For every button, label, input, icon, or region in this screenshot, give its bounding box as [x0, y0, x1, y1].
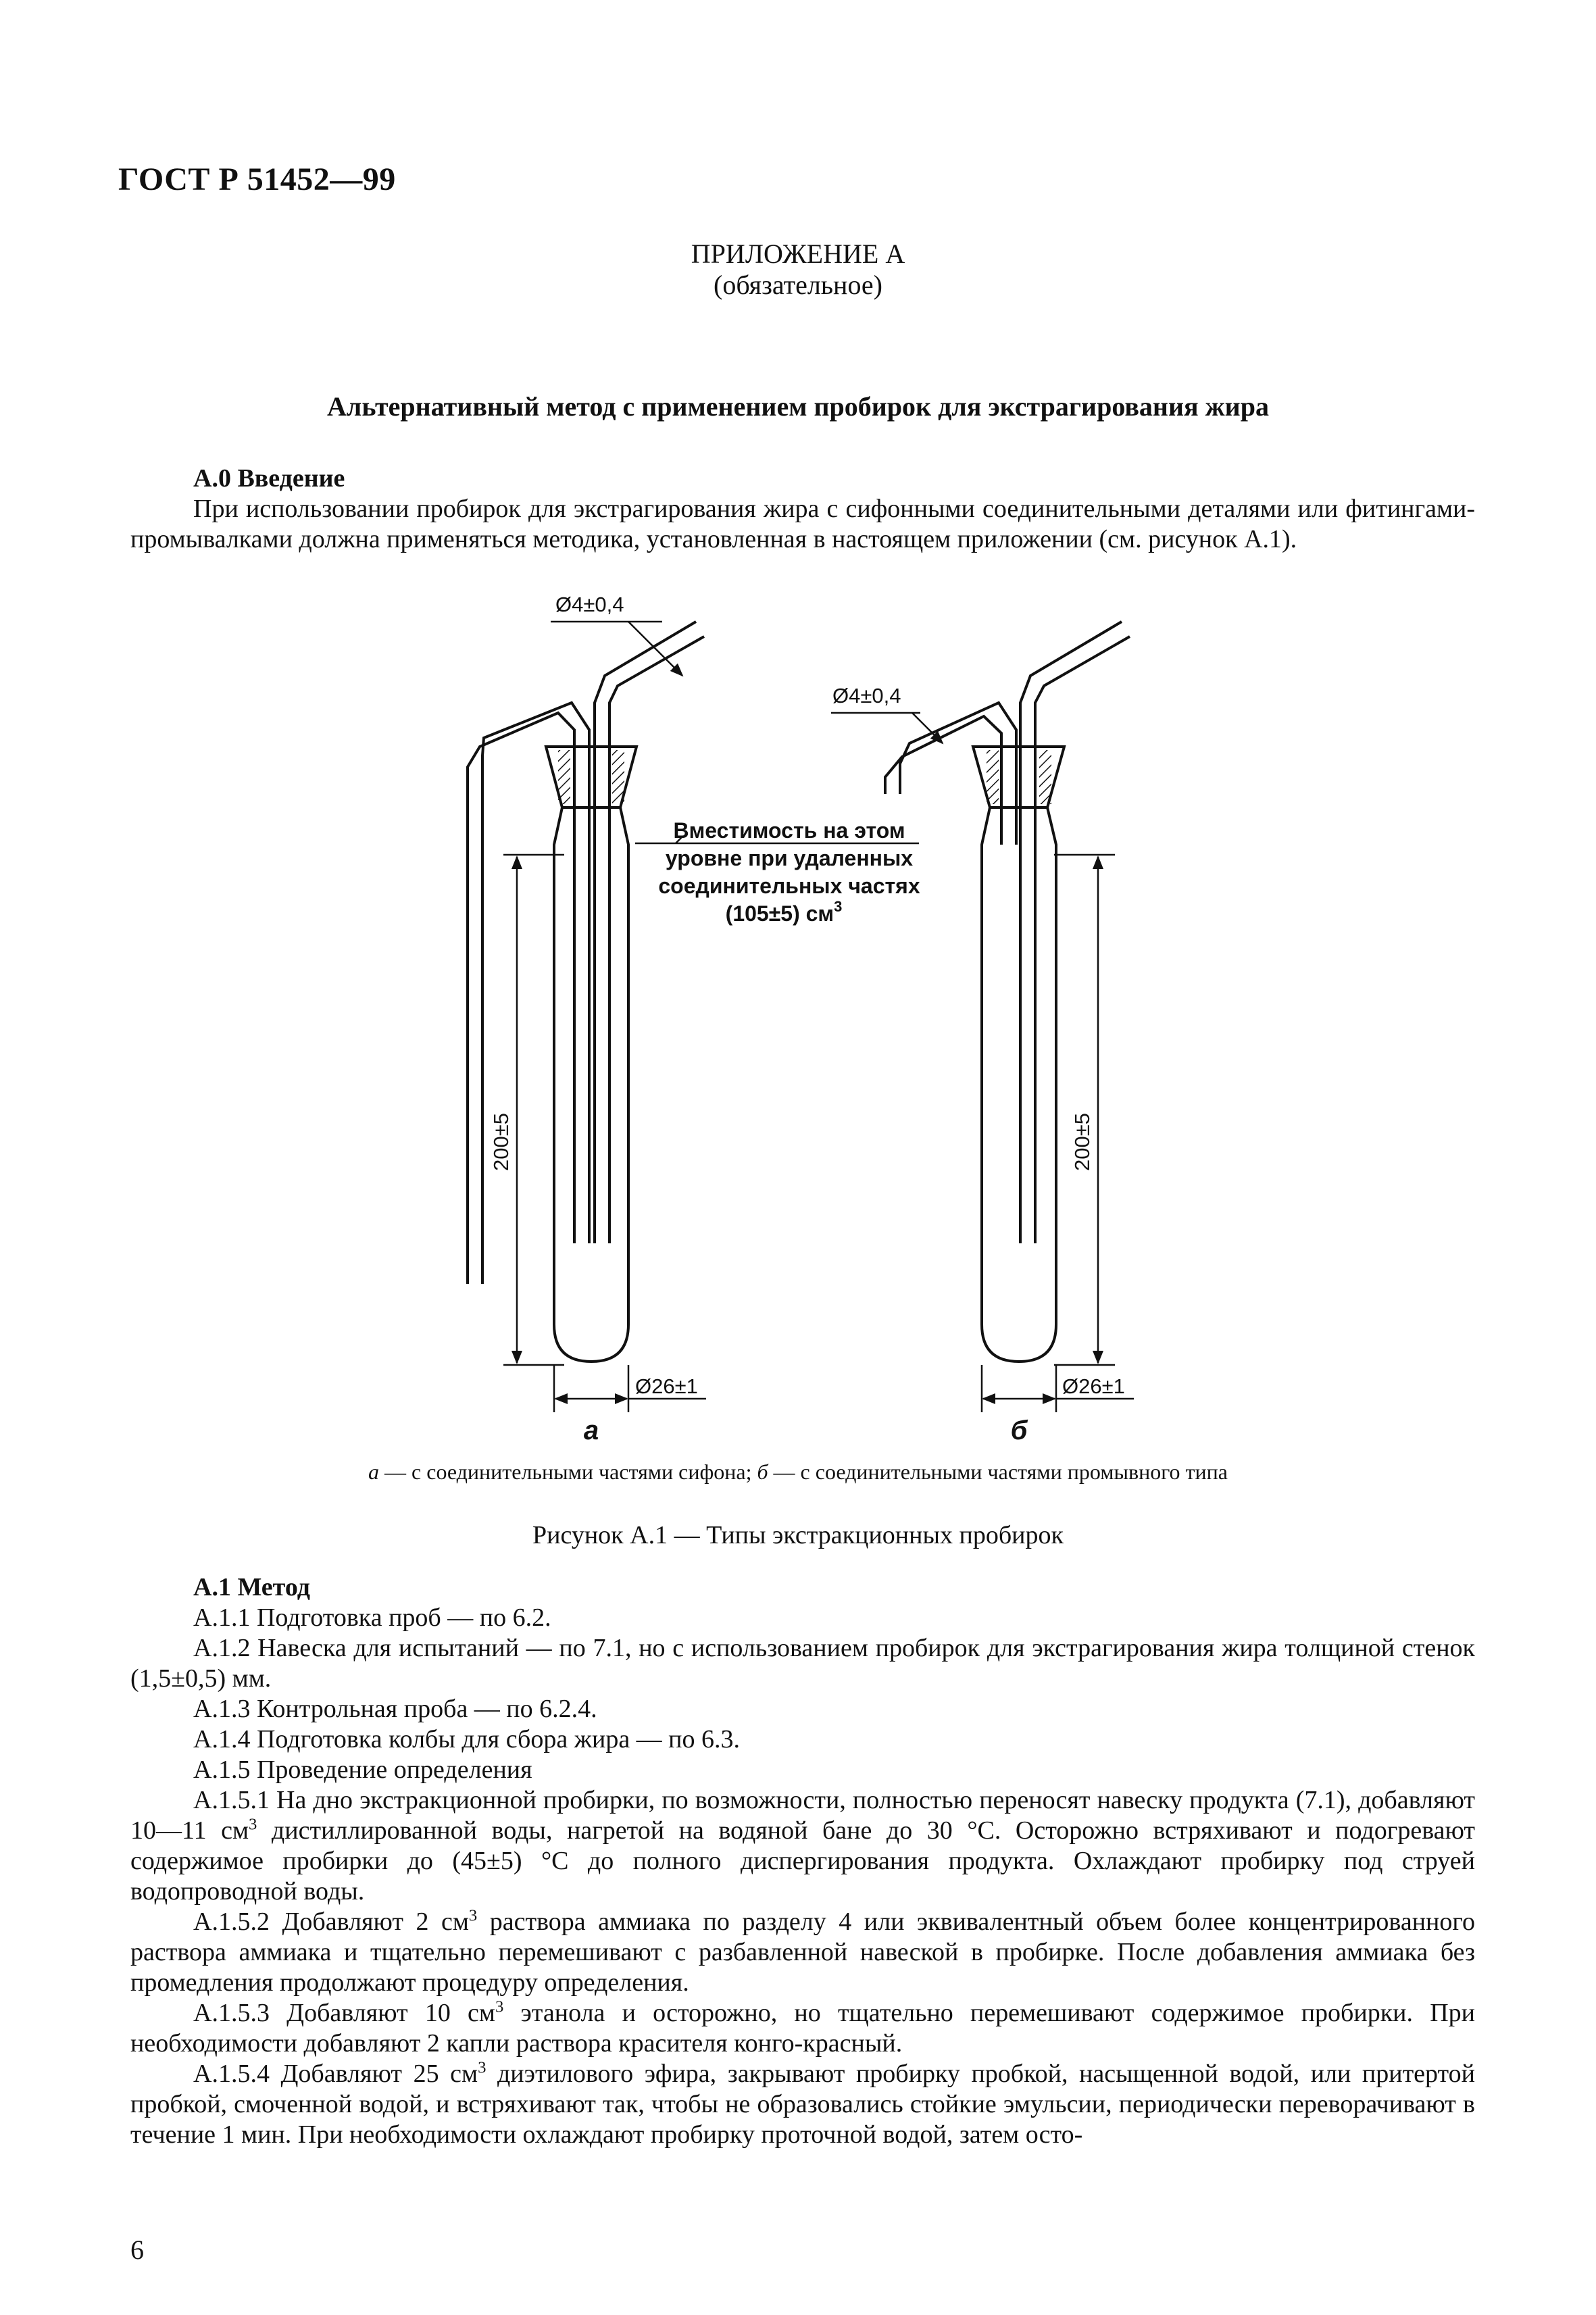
length-label-b: 200±5	[1070, 1113, 1094, 1171]
method-heading: А.1 Метод	[193, 1573, 310, 1601]
figure-caption: Рисунок А.1 — Типы экстракционных пробирок	[532, 1521, 1064, 1549]
wash-short-tube	[885, 703, 1016, 845]
tube-b-stopper-hatch-right	[1039, 750, 1051, 804]
tube-b-body	[982, 807, 1056, 1362]
intro-paragraph: При использовании пробирок для экстрагирования жира с сифонными соединительными деталями или фитингами-промывалками должна применяться методика, установленная в настоящем приложении (см. рисунок А.1).	[130, 495, 1475, 553]
intro-heading: А.0 Введение	[193, 464, 345, 493]
capacity-note-line-2: уровне при удаленных	[665, 846, 914, 870]
appendix-title: ПРИЛОЖЕНИЕ А	[691, 239, 905, 269]
page-number: 6	[130, 2235, 144, 2265]
siphon-short-tube	[468, 703, 589, 1284]
standard-code-header: ГОСТ Р 51452—99	[118, 161, 396, 197]
method-paragraph-a151: А.1.5.1 На дно экстракционной пробирки, по возможности, полностью переносят навеску продукта (7.1), добавляют 10—11 $см^3$ дистиллированной воды, нагретой на водяной бане до 30 °С. Осторожно встряхивают и подогревают содержимое пробирки до (45±5) °С до полного диспергирования продукта. Охлаждают пробирку под струей водопроводной воды.	[130, 1786, 1475, 1906]
diameter-label-a: Ø4±0,4	[555, 593, 624, 616]
legend-letter-a: а	[368, 1460, 380, 1484]
wash-long-tube	[1020, 622, 1130, 1243]
appendix-status: (обязательное)	[714, 270, 882, 300]
tube-b-stopper	[973, 747, 1064, 807]
method-paragraph-a154: А.1.5.4 Добавляют 25 $см^3$ диэтилового эфира, закрывают пробирку пробкой, насыщенной водой, или притертой пробкой, смоченной водой, и встряхивают так, чтобы не образовались стойкие эмульсии, периодически переворачивают в течение 1 мин. При необходимости охлаждают пробирку проточной водой, затем осто-	[130, 2058, 1475, 2149]
appendix-main-title: Альтернативный метод с применением пробирок для экстрагирования жира	[327, 391, 1269, 422]
method-paragraph-a13: А.1.3 Контрольная проба — по 6.2.4.	[193, 1695, 597, 1723]
intro-section	[130, 464, 1475, 555]
length-label-a: 200±5	[489, 1113, 513, 1171]
tube-letter-b: б	[1010, 1416, 1028, 1445]
method-paragraph-a152: А.1.5.2 Добавляют 2 $см^3$ раствора аммиака по разделу 4 или эквивалентный объем более концентрированного раствора аммиака и тщательно перемешивают с разбавленной навеской в пробирке. После добавления аммиака без промедления продолжают процедуру определения.	[130, 1906, 1476, 1997]
tube-b-stopper-hatch-left	[987, 750, 999, 804]
tube-a-siphon	[468, 622, 704, 1362]
diameter-label-b: Ø4±0,4	[832, 684, 901, 707]
method-paragraph-a11: А.1.1 Подготовка проб — по 6.2.	[193, 1603, 551, 1632]
legend-text-a: — с соединительными частями сифона;	[379, 1460, 757, 1484]
bottom-diameter-b: Ø26±1	[1062, 1374, 1125, 1398]
dimension-lines	[503, 622, 1134, 1412]
tube-b-wash	[885, 622, 1130, 1362]
figure-legend	[0, 1460, 1596, 1485]
method-section	[130, 1572, 1475, 2150]
capacity-note-line-3: соединительных частях	[658, 874, 920, 898]
capacity-note-line-4: (105±5) $см^3$	[725, 898, 843, 926]
method-paragraph-a153: А.1.5.3 Добавляют 10 $см^3$ этанола и осторожно, но тщательно перемешивают содержимое пробирки. При необходимости добавляют 2 капли раствора красителя конго-красный.	[130, 1997, 1475, 2058]
legend-text-b: — с соединительными частями промывного типа	[768, 1460, 1228, 1484]
method-paragraph-a12: А.1.2 Навеска для испытаний — по 7.1, но с использованием пробирок для экстрагирования жира толщиной стенок (1,5±0,5) мм.	[130, 1634, 1475, 1693]
tube-a-stopper-hatch-left	[558, 750, 570, 804]
siphon-long-tube	[595, 622, 704, 1243]
bottom-diameter-a: Ø26±1	[635, 1374, 698, 1398]
method-paragraph-a15: А.1.5 Проведение определения	[193, 1756, 532, 1784]
tube-letter-a: а	[583, 1416, 599, 1445]
tube-a-stopper-hatch-right	[612, 750, 624, 804]
tube-a-body	[554, 807, 628, 1362]
method-paragraph-a14: А.1.4 Подготовка колбы для сбора жира — по 6.3.	[193, 1725, 741, 1753]
tube-a-stopper	[546, 747, 637, 807]
legend-letter-b: б	[757, 1460, 768, 1484]
capacity-note-line-1: Вместимость на этом	[673, 818, 905, 843]
